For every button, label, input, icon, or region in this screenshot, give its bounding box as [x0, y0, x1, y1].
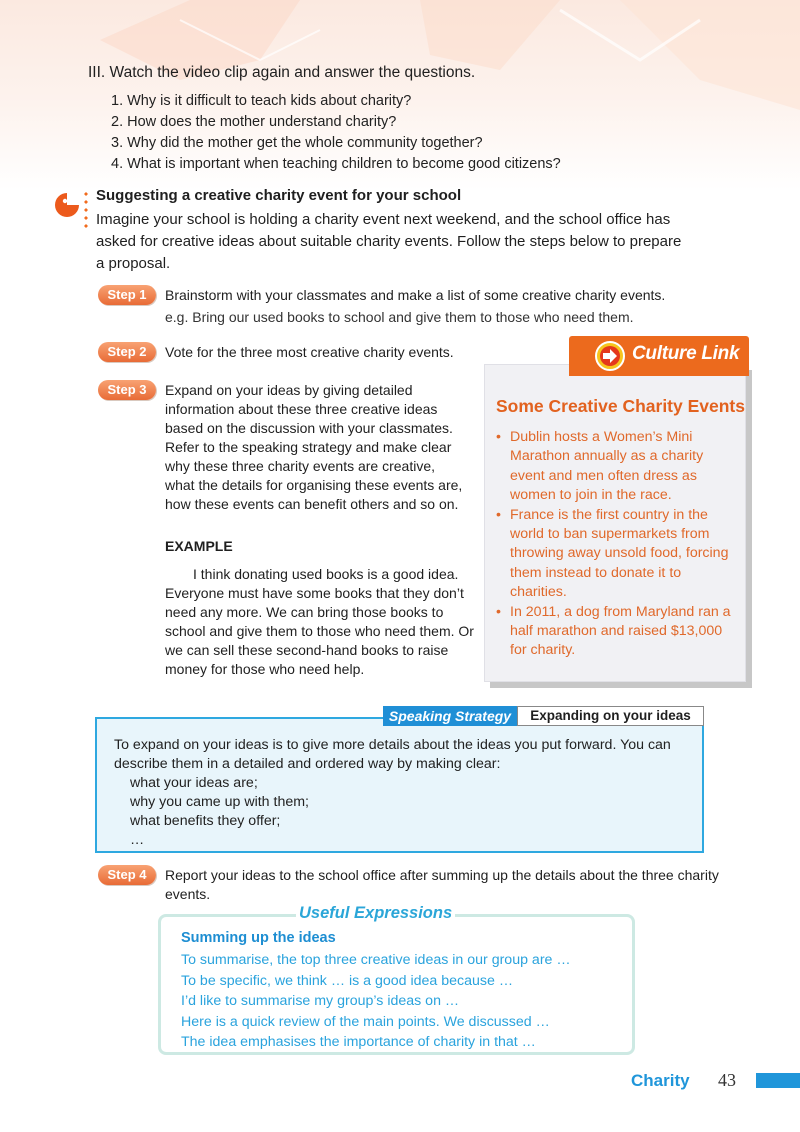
speaking-strategy-tag: Speaking Strategy — [383, 706, 517, 726]
useful-expressions-list — [181, 950, 571, 1053]
list-item: • Dublin hosts a Women’s Mini Marathon annually as a charity event and men often dress as women to join in the race. — [496, 428, 736, 506]
step3-text: Expand on your ideas by giving detailed information about these three creative ideas based on the discussion with your classmates. Refer to the speaking strategy and make clear why these three charity events are creative, what the details for organising these events are, how these events can benefit others and so on. — [165, 382, 463, 512]
footer-unit-label: Charity — [631, 1071, 690, 1090]
useful-expressions-title: Useful Expressions — [296, 904, 455, 923]
list-item: To be specific, we think … is a good idea because … — [181, 972, 514, 989]
footer-bar — [756, 1073, 800, 1088]
question-1: 1. Why is it difficult to teach kids about charity? — [111, 93, 412, 109]
strategy-point: what benefits they offer; — [130, 813, 281, 829]
list-item: The idea emphasises the importance of charity in that … — [181, 1034, 536, 1050]
strategy-point: what your ideas are; — [130, 775, 258, 791]
list-item: • In 2011, a dog from Maryland ran a half marathon and raised $13,000 for charity. — [496, 603, 736, 661]
culture-link-list — [496, 428, 736, 661]
arrow-right-icon — [594, 340, 626, 372]
culture-link-label: Culture Link — [632, 343, 740, 364]
step1-badge: Step 1 — [98, 285, 156, 305]
dotted-divider — [84, 190, 88, 230]
task-instructions: Imagine your school is holding a charity event next weekend, and the school office has asked for creative ideas about suitable charity events. Follow the steps below to prepare a proposal. — [96, 211, 682, 272]
step3-badge: Step 3 — [98, 380, 156, 400]
strategy-point: … — [130, 832, 145, 848]
section3-title: III. Watch the video clip again and answer the questions. — [88, 64, 476, 81]
question-2: 2. How does the mother understand charity? — [111, 114, 397, 130]
speaking-strategy-body — [114, 736, 694, 850]
list-item: Here is a quick review of the main points. We discussed … — [181, 1013, 550, 1030]
step4-badge: Step 4 — [98, 865, 156, 885]
step2-text: Vote for the three most creative charity events. — [165, 344, 454, 360]
task-title: Suggesting a creative charity event for your school — [96, 187, 462, 204]
culture-link-title: Some Creative Charity Events — [496, 396, 745, 416]
step2-badge: Step 2 — [98, 342, 156, 362]
speaking-icon — [54, 192, 80, 218]
step4-text: Report your ideas to the school office after summing up the details about the three charity events. — [165, 867, 719, 902]
step1-text: Brainstorm with your classmates and make a list of some creative charity events. — [165, 287, 666, 303]
strategy-point: why you came up with them; — [130, 794, 309, 810]
question-3: 3. Why did the mother get the whole community together? — [111, 135, 483, 151]
question-4: 4. What is important when teaching children to become good citizens? — [111, 156, 561, 172]
list-item: To summarise, the top three creative ideas in our group are … — [181, 952, 571, 968]
step1-example: e.g. Bring our used books to school and give them to those who need them. — [165, 309, 634, 325]
example-text: I think donating used books is a good idea. Everyone must have some books that they don’t need any more. We can bring those books to school and give them to those who need them. Or we can sell these second-hand books to raise money for those who need help. — [165, 566, 474, 677]
example-label: EXAMPLE — [165, 538, 233, 554]
strategy-intro: To expand on your ideas is to give more details about the ideas you put forward. You can describe them in a detailed and ordered way by making clear: — [114, 737, 671, 772]
useful-expressions-subtitle: Summing up the ideas — [181, 930, 336, 946]
list-item: I’d like to summarise my group’s ideas on … — [181, 993, 460, 1009]
list-item: • France is the first country in the world to ban supermarkets from throwing away unsold food, forcing them instead to donate it to charities. — [496, 506, 736, 603]
page-number: 43 — [718, 1070, 736, 1090]
speaking-strategy-heading: Expanding on your ideas — [517, 706, 704, 726]
